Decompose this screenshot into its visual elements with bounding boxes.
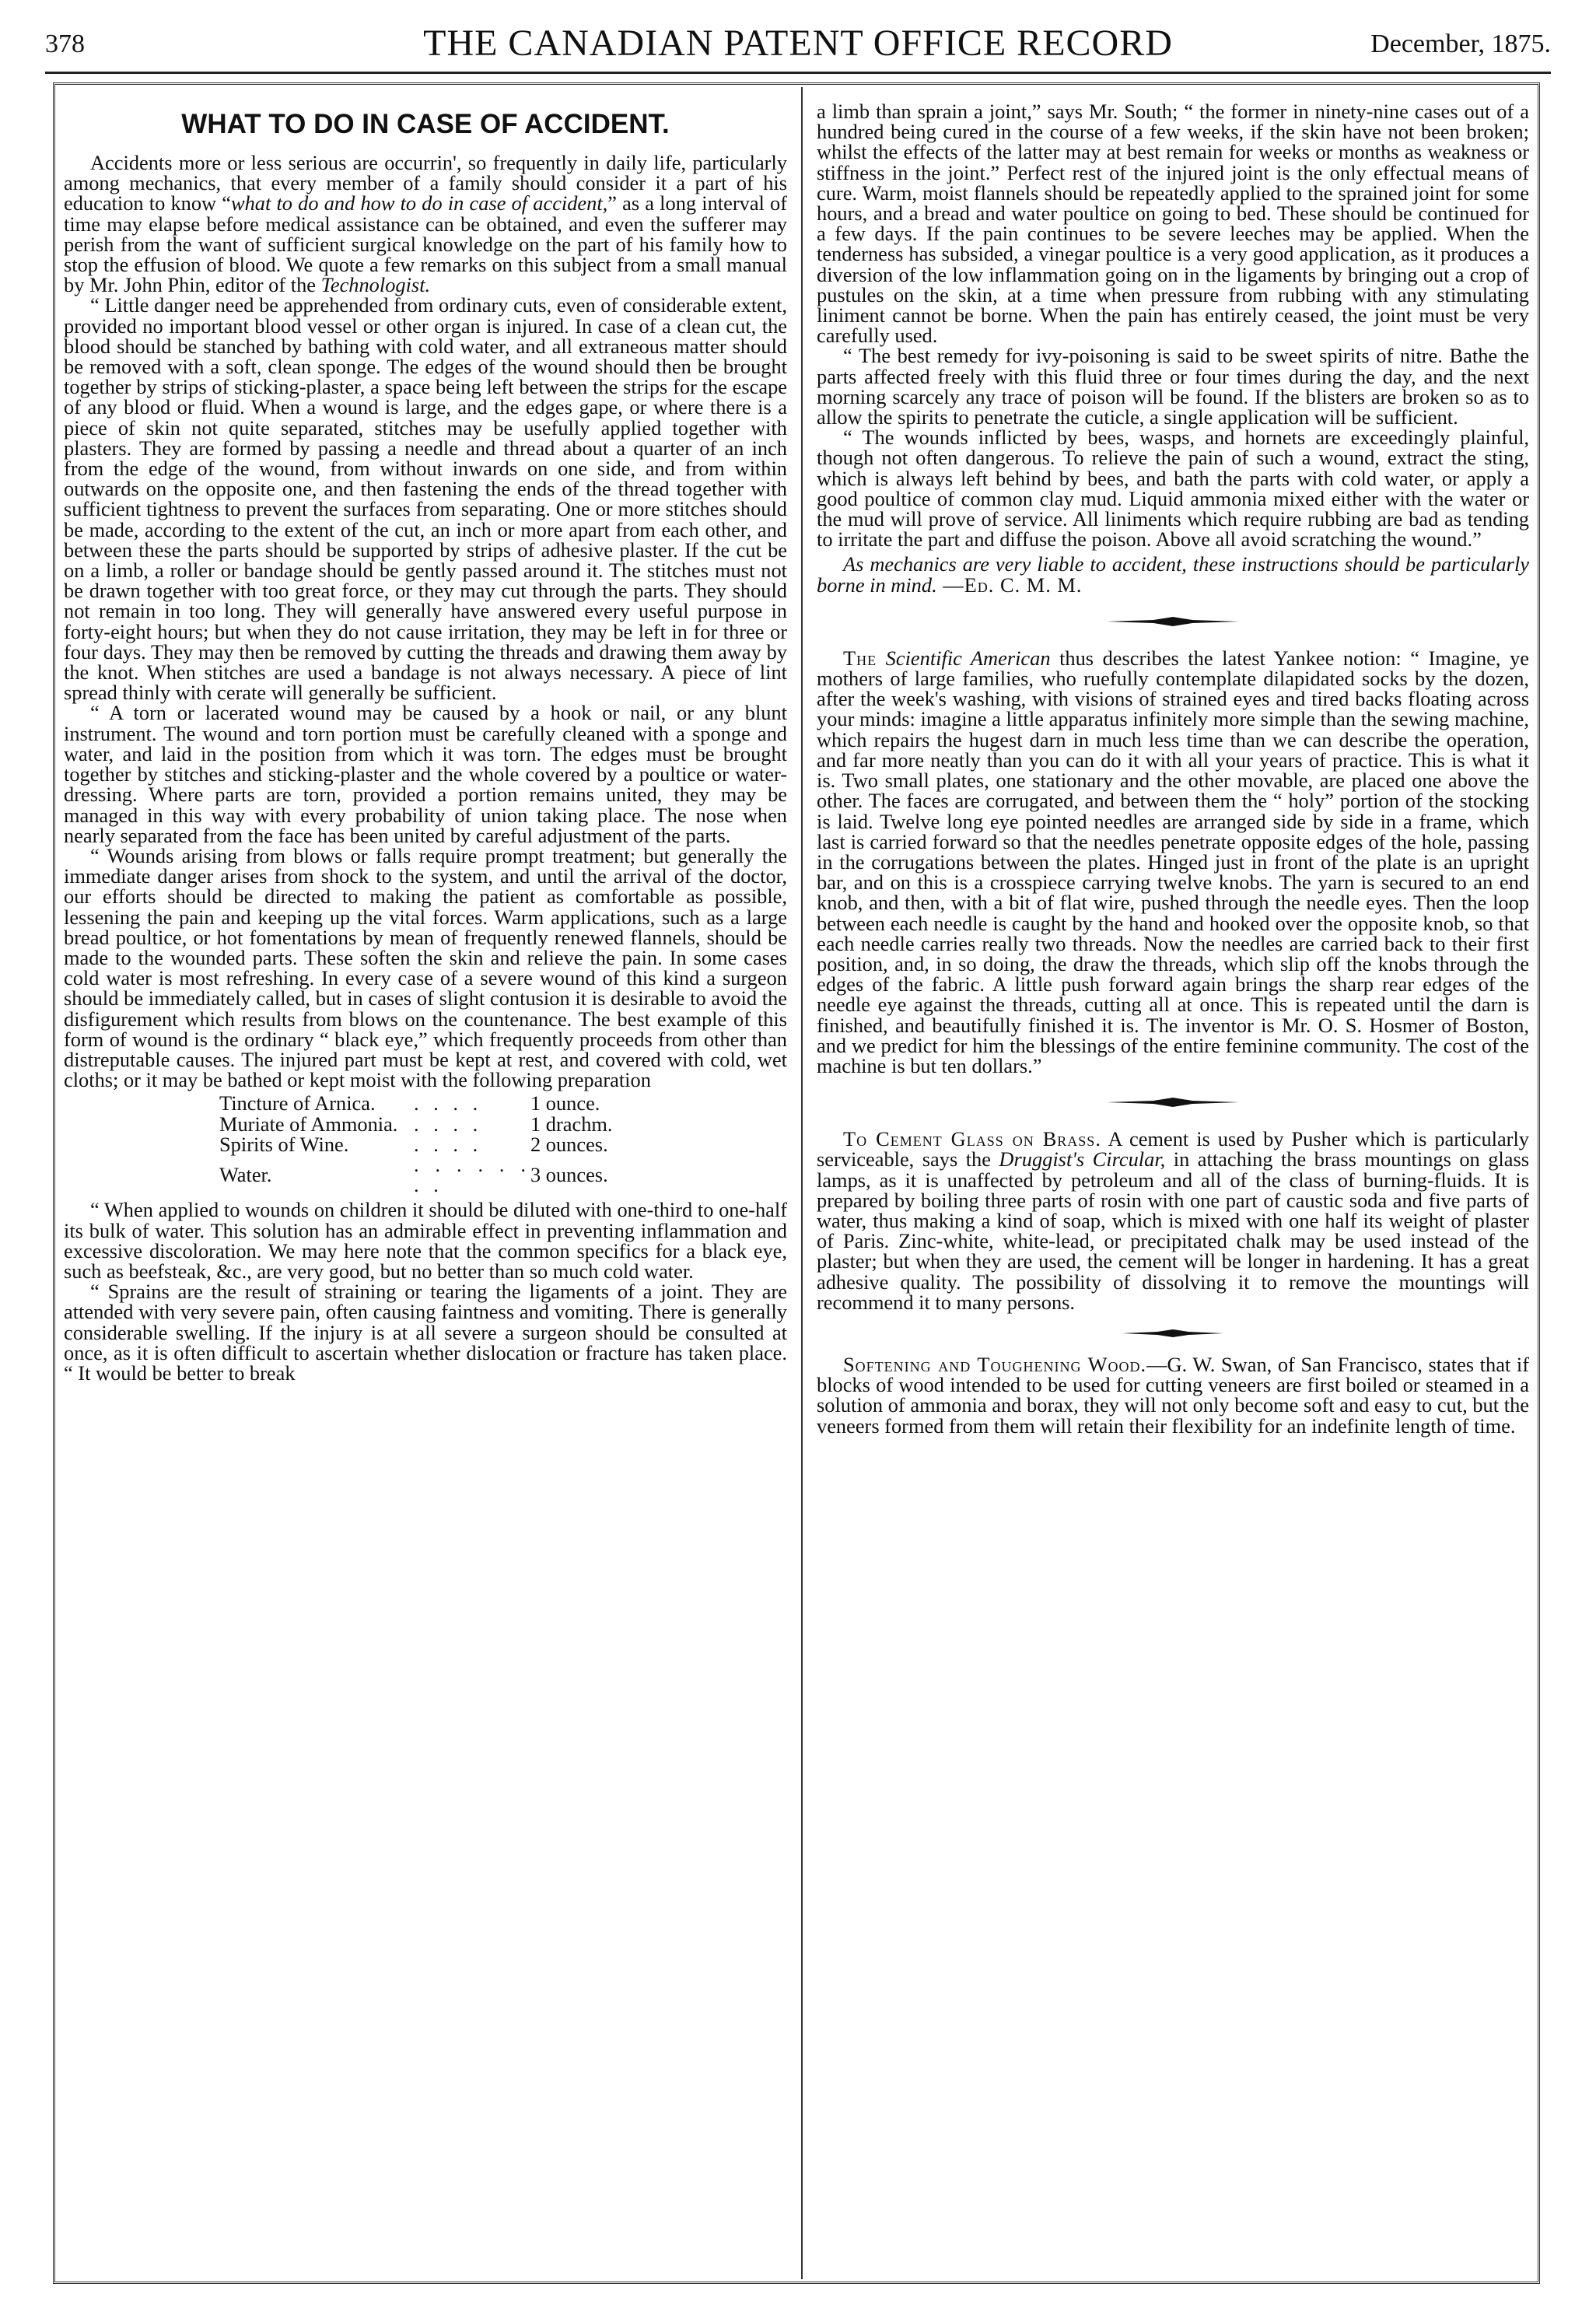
darner-body: thus describes the latest Yankee notion: “ Imagine, ye mothers of large families, who ruefully contemplate dilapidated socks by the dozen, after the week's washing, with visions of strained eyes and tired backs floating across your minds: imagine a little apparatus infinitely more simple than the sewing machine, which repairs the hugest darn in much less time than we can describe the operation, and far more neatly than you can do it with all your years of practice. This is what it is. Two small plates, one stationary and the other movable, are placed one above the other. The faces are corrugated, and between them the “ holy” portion of the stocking is laid. Twelve long eye pointed needles are arranged side by side in a frame, which last is carried forward so that the needles penetrate opposite edges of the hole, passing in the corrugations between the plates. Hinged just in front of the plate is an upright bar, and on this is a crosspiece carrying twelve knobs. The yarn is secured to an end knob, and then, with a bit of flat wire, pushed through the needle eyes. Then the loop between each needle is caught by the hand and hooked over the opposite knob, so that each needle carries really two threads. Now the needles are carried back to their first position, and, in so doing, the draw the threads, which slip off the knobs through the edges of the fabric. A little push forward again brings the sharp rear edges of the needle eye against the threads, cutting all at once. This is repeated until the darn is finished, and beautifully finished it is. The inventor is Mr. O. S. Hosmer of Boston, and we predict for him the blessings of the entire feminine community. The cost of the machine is but ten dollars.”: [817, 646, 1529, 1077]
page-number: 378: [45, 30, 85, 58]
cement-body-2: in attaching the brass mountings on glass lamps, as it is unaffected by petroleum and all of the class of burning-fluids. It is prepared by boiling three parts of rosin with one part of caustic soda and five parts of water, thus making a kind of soap, which is mixed with one half its weight of plaster of Paris. Zinc-white, white-lead, or precipitated chalk may be used instead of the plaster; but when they are used, the cement will be longer in hardening. It has a great adhesive quality. The possibility of dissolving it to remove the mountings will recommend it to many persons.: [817, 1147, 1529, 1314]
children-paragraph: “ When applied to wounds on children it should be diluted with one-third to one-half its bulk of water. This solution has an admirable effect in preventing inflammation and excessive discoloration. We may here note that the common specifics for a black eye, such as beefsteak, &c., are very good, but no better than so much cold water.: [64, 1198, 787, 1283]
intro-text-2: ” as a long interval of time may elapse before medical assistance can be obtained, and even the sufferer may perish from the want of sufficient surgical knowledge on the part of his family how to stop the effusion of blood. We quote a few remarks on this subject from a small manual by Mr. John Phin, editor of the: [64, 191, 788, 297]
blows-paragraph: “ Wounds arising from blows or falls require prompt treatment; but generally the immediate danger arises from shock to the system, and until the arrival of the doctor, our efforts should be directed to making the patient as comfortable as possible, lessening the pain and keeping up the vital forces. Warm applications, such as a large bread poultice, or hot fomentations by mean of frequently renewed flannels, should be made to the wounded parts. These soften the skin and relieve the pain. In some cases cold water is most refreshing. In every case of a severe wound of this kind a surgeon should be immediately called, but in cases of slight contusion it is desirable to avoid the disfigurement which results from blows on the countenance. The best example of this form of wound is the ordinary “ black eye,” which frequently proceeds from other than distreputable causes. The injured part must be kept at rest, and covered with cold, wet cloths; or it may be bathed or kept moist with the following preparation: [64, 843, 787, 1092]
cement-paragraph: [817, 1129, 1529, 1312]
torn-wound-paragraph: “ A torn or lacerated wound may be caused by a hook or nail, or any blunt instrument. The wound and torn portion must be carefully cleaned with a sponge and water, and laid in the position from which it was torn. The edges must be brought together by stitches and sticking-plaster and the whole covered by a poultice or water-dressing. Where parts are torn, provided a portion remains united, they may be managed in this way with every probability of union taking place. The nose when nearly separated from the face has been united by careful adjustment of the parts.: [64, 701, 787, 847]
section-divider: [1122, 1329, 1223, 1337]
bees-paragraph: “ The wounds inflicted by bees, wasps, and hornets are exceedingly plainful, though not often dangerous. To relieve the pain of such a wound, extract the sting, which is always left behind by bees, and bath the parts with cold water, or apply a good poultice of common clay mud. Liquid ammonia mixed either with the water or the mud will prove of service. All liniments which require rubbing are bad as tending to irritate the part and diffuse the poison. Above all avoid scratching the wound.”: [817, 426, 1529, 552]
wood-body: —G. W. Swan, of San Francisco, states that if blocks of wood intended to be used for cutting veneers are first boiled or steamed in a solution of ammonia and borax, they will not only become soft and easy to cut, but the veneers formed from them will retain their flexibility for an indefinite length of time.: [817, 1352, 1529, 1438]
intro-paragraph: [64, 152, 787, 295]
section-divider: [1107, 617, 1239, 626]
right-column: [817, 101, 1529, 1436]
intro-text: Accidents more or less serious are occurrin', so frequently in daily life, particularly among mechanics, that every member of a family should consider it a part of his education to know “: [64, 151, 787, 215]
recipe-leader: . . . .: [414, 1091, 483, 1115]
recipe-quantity: 2 ounces.: [530, 1132, 608, 1156]
issue-date: December, 1875.: [1370, 30, 1551, 58]
left-column: [64, 101, 787, 1383]
recipe-quantity: 1 ounce.: [530, 1091, 600, 1115]
column-rule: [801, 87, 803, 2279]
recipe-ingredient: Spirits of Wine.: [219, 1132, 349, 1156]
editor-note-text: As mechanics are very liable to accident, these instructions should be particularly borne in mind.: [817, 552, 1529, 597]
cement-body: A cement is used by Pusher which is particularly serviceable, says the: [817, 1127, 1529, 1172]
sprains-continued-paragraph: a limb than sprain a joint,” says Mr. South; “ the former in ninety-nine cases out of a hundred being cured in the course of a few weeks, if the skin have not been broken; whilst the effects of the latter may at best remain for weeks or months as weakness or stiffness in the joint.” Perfect rest of the injured joint is the only effectual means of cure. Warm, moist flannels should be repeatedly applied to the sprained joint for some hours, and a bread and water poultice on going to bed. These should be continued for a few days. If the pain continues to be severe leeches may be applied. When the tenderness has subsided, a vinegar poultice is a very good application, as it produces a diversion of the low inflammation going on in the ligaments by bringing out a crop of pustules on the skin, at a time when pressure from rubbing with any stimulating liniment cannot be borne. When the pain has entirely ceased, the joint must be very carefully used.: [817, 100, 1529, 348]
recipe-leader: . . . .: [414, 1132, 483, 1156]
cement-source: Druggist's Circular,: [999, 1147, 1166, 1172]
recipe-quantity: 1 drachm.: [530, 1112, 613, 1136]
recipe-row: [219, 1093, 655, 1113]
section-divider: [1107, 1098, 1239, 1107]
header-rule: [45, 72, 1551, 74]
recipe-ingredient: Water.: [219, 1163, 272, 1187]
wood-lead: Softening and Toughening Wood.: [843, 1352, 1147, 1376]
cement-lead: To Cement Glass on Brass.: [843, 1127, 1101, 1151]
recipe-row: [219, 1114, 655, 1134]
recipe-row: [219, 1154, 655, 1195]
wood-paragraph: [817, 1354, 1529, 1436]
article-title: WHAT TO DO IN CASE OF ACCIDENT.: [181, 109, 670, 139]
recipe-leader: . . . .: [414, 1112, 483, 1136]
darner-lead: The: [843, 646, 877, 670]
recipe-row: [219, 1134, 655, 1154]
darner-paragraph: [817, 648, 1529, 1076]
recipe-quantity: 3 ounces.: [530, 1163, 608, 1187]
ivy-paragraph: “ The best remedy for ivy-poisoning is said to be sweet spirits of nitre. Bathe the parts affected freely with this fluid three or four times during the day, and the next morning scarcely any trace of poison will be found. If the blisters are broken so as to allow the spirits to penetrate the cuticle, a single application will be sufficient.: [817, 344, 1529, 429]
cuts-paragraph: “ Little danger need be apprehended from ordinary cuts, even of considerable extent, provided no important blood vessel or other organ is injured. In case of a clean cut, the blood should be stanched by bathing with cold water, and all extraneous matter should be removed with a soft, clean sponge. The edges of the wound should then be brought together by strips of sticking-plaster, a space being left between the strips for the escape of any blood or fluid. When a wound is large, and the edges gape, or where there is a piece of skin not quite separated, stitches may be usefully applied together with plasters. They are formed by passing a needle and thread about a quarter of an inch from the edge of the wound, from without inwards on one side, and from within outwards on the opposite one, and then fastening the ends of the thread together with sufficient tightness to prevent the surfaces from separating. One or more stitches should be made, according to the extent of the cut, an inch or more apart from each other, and between these the parts should be supported by strips of adhesive plaster. If the cut be on a limb, a roller or bandage should be gently passed around it. The stitches must not be drawn together with too great force, or they may cut through the parts. They should not remain in too long. They will generally have answered every useful purpose in forty-eight hours; but when they do not cause irritation, they may be left in for three or four days. They may then be removed by cutting the threads and drawing them away by the knot. When stitches are used a bandage is not always necessary. A piece of lint spread thinly with cerate will generally be sufficient.: [64, 293, 787, 705]
recipe-ingredient: Tincture of Arnica.: [219, 1091, 376, 1115]
editor-note: [817, 552, 1529, 597]
recipe-leader: . . . . . . . .: [414, 1152, 530, 1197]
journal-title: THE CANADIAN PATENT OFFICE RECORD: [423, 23, 1173, 64]
darner-source: Scientific American: [885, 646, 1051, 670]
recipe-table: [219, 1093, 655, 1195]
editor-signature: —Ed. C. M. M.: [936, 573, 1083, 597]
journal-name: Technologist.: [320, 273, 431, 297]
intro-italic: what to do and how to do in case of accident,: [230, 191, 608, 215]
running-head: [45, 16, 1551, 70]
recipe-ingredient: Muriate of Ammonia.: [219, 1112, 398, 1136]
sprains-paragraph: “ Sprains are the result of straining or tearing the ligaments of a joint. They are attended with very severe pain, often causing faintness and vomiting. There is generally considerable swelling. If the injury is at all severe a surgeon should be consulted at once, as it is often difficult to ascertain whether dislocation or fracture has taken place. “ It would be better to break: [64, 1280, 787, 1385]
